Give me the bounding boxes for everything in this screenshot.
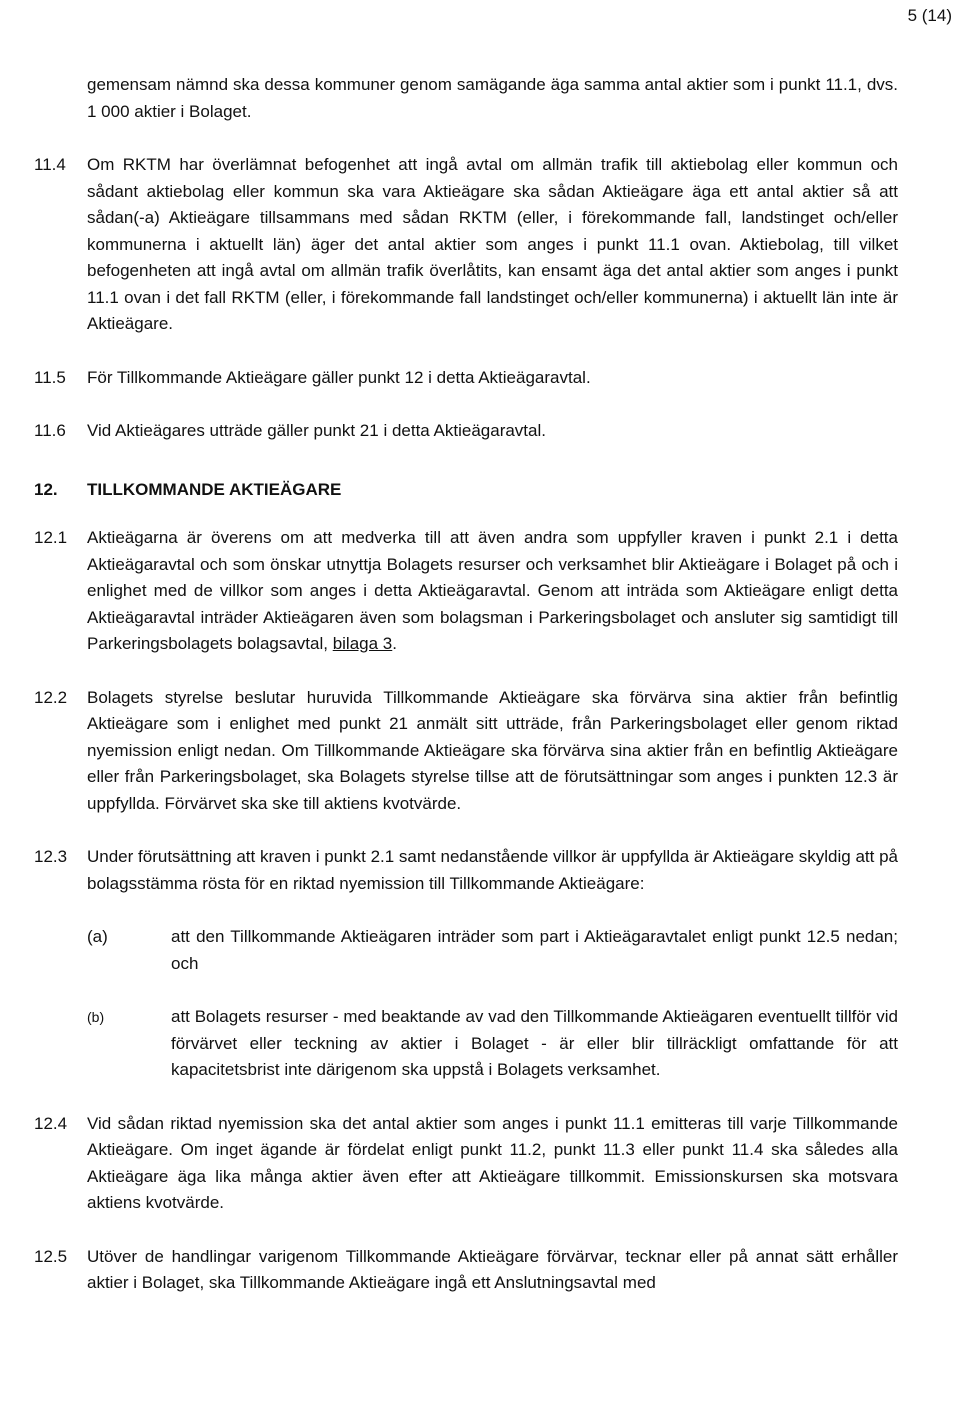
section-heading-12 <box>34 477 898 504</box>
clause-text <box>87 525 898 658</box>
clause-number: 12.2 <box>34 687 68 707</box>
sub-item-label: (a) <box>87 927 108 946</box>
sub-item-b <box>87 1004 898 1084</box>
clause-text: För Tillkommande Aktieägare gäller punkt 12 i detta Aktieägaravtal. <box>87 367 591 387</box>
clause-number: 12.5 <box>34 1246 68 1266</box>
bilaga-3-link[interactable]: bilaga 3 <box>332 634 393 653</box>
clause-number: 12.3 <box>34 847 68 866</box>
clause-text: Under förutsättning att kraven i punkt 2.1 samt nedanstående villkor är uppfyllda är Aktieägare skyldig att på bolagsstämma rösta för en riktad nyemission till Tillkommande Aktieägare: <box>87 847 898 893</box>
clause-text-main: Aktieägarna är överens om att medverka till att även andra som uppfyller kraven i punkt 2.1 i detta Aktieägaravtal och som önskar utnyttja Bolagets resurser och verksamhet blir Aktieägare i Bolaget på och i enlighet med de villkor som anges i detta Aktieägaravtal. Genom att inträda som Aktieägare enligt detta Aktieägaravtal inträder Aktieägaren även som bolagsman i Parkeringsbolaget och ansluter sig samtidigt till Parkeringsbolagets bolagsavtal, <box>87 528 898 653</box>
sub-item-text: att den Tillkommande Aktieägaren inträder som part i Aktieägaravtalet enligt punkt 12.5 nedan; och <box>171 927 898 973</box>
clause-11-4 <box>34 152 898 338</box>
sub-item-text: att Bolagets resurser - med beaktande av vad den Tillkommande Aktieägaren eventuellt tillför vid förvärvet eller teckning av aktier i Bolaget - är eller blir tillräckligt omfattande för att kapacitetsbrist inte därigenom ska uppstå i Bolagets verksamhet. <box>171 1007 898 1079</box>
clause-text: Bolagets styrelse beslutar huruvida Tillkommande Aktieägare ska förvärva sina aktier från befintlig Aktieägare som i enlighet med punkt 21 anmält sitt utträde, från Parkeringsbolaget eller genom riktad nyemission enligt nedan. Om Tillkommande Aktieägare ska förvärva sina aktier från en befintlig Aktieägare eller från Parkeringsbolaget, ska Bolagets styrelse tillse att de förutsättningar som anges i punkten 12.3 är uppfyllda. Förvärvet ska ske till aktiens kvotvärde. <box>87 687 898 813</box>
document-body <box>34 72 898 1297</box>
clause-body <box>87 844 898 1084</box>
clause-text: Om RKTM har överlämnat befogenhet att ingå avtal om allmän trafik till aktiebolag eller kommun och sådant aktiebolag eller kommun ska vara Aktieägare ska sådan Aktieägare äga ett antal aktier så att sådan(-a) Aktieägare tillsammans med sådan RKTM (eller, i förekommande fall, landstinget och/eller kommunerna i aktuellt län) äger det antal aktier som anges i punkt 11.1 ovan. Aktiebolag, till vilket befogenheten att ingå avtal om allmän trafik överlåtits, kan ensamt äga det antal aktier som anges i punkt 11.1 ovan i det fall RKTM (eller, i förekommande fall landstinget och/eller kommunerna) i aktuellt län inte är Aktieägare. <box>87 155 898 333</box>
sub-item-label: (b) <box>87 1009 105 1025</box>
clause-11-6 <box>34 418 898 445</box>
clause-number: 12.1 <box>34 528 68 547</box>
clause-12-2 <box>34 685 898 818</box>
clause-12-4 <box>34 1111 898 1217</box>
clause-text: Vid Aktieägares utträde gäller punkt 21 i detta Aktieägaravtal. <box>87 421 546 440</box>
clause-text: Vid sådan riktad nyemission ska det antal aktier som anges i punkt 11.1 emitteras till varje Tillkommande Aktieägare. Om inget ägande är fördelat enligt punkt 11.2, punkt 11.3 eller punkt 11.4 ska således alla Aktieägare äga lika många aktier även efter att Aktieägare tillkommit. Emissionskursen ska motsvara aktiens kvotvärde. <box>87 1113 898 1212</box>
clause-number: 11.6 <box>34 421 66 440</box>
clause-11-5 <box>34 365 898 392</box>
section-title: TILLKOMMANDE AKTIEÄGARE <box>87 479 342 499</box>
clause-number: 12.4 <box>34 1113 68 1133</box>
clause-12-5 <box>34 1244 898 1297</box>
clause-number: 11.5 <box>34 367 66 387</box>
clause-text-tail: . <box>392 634 397 653</box>
clause-text: Utöver de handlingar varigenom Tillkommande Aktieägare förvärvar, tecknar eller på annat sätt erhåller aktier i Bolaget, ska Tillkommande Aktieägare ingå ett Anslutningsavtal med <box>87 1246 898 1292</box>
page-number: 5 (14) <box>907 6 952 25</box>
section-number: 12. <box>34 479 58 499</box>
clause-12-1 <box>34 525 898 658</box>
clause-12-3 <box>34 844 898 1084</box>
lead-paragraph: gemensam nämnd ska dessa kommuner genom samägande äga samma antal aktier som i punkt 11.1, dvs. 1 000 aktier i Bolaget. <box>87 75 898 121</box>
clause-number: 11.4 <box>34 155 66 174</box>
sub-item-a <box>87 924 898 977</box>
